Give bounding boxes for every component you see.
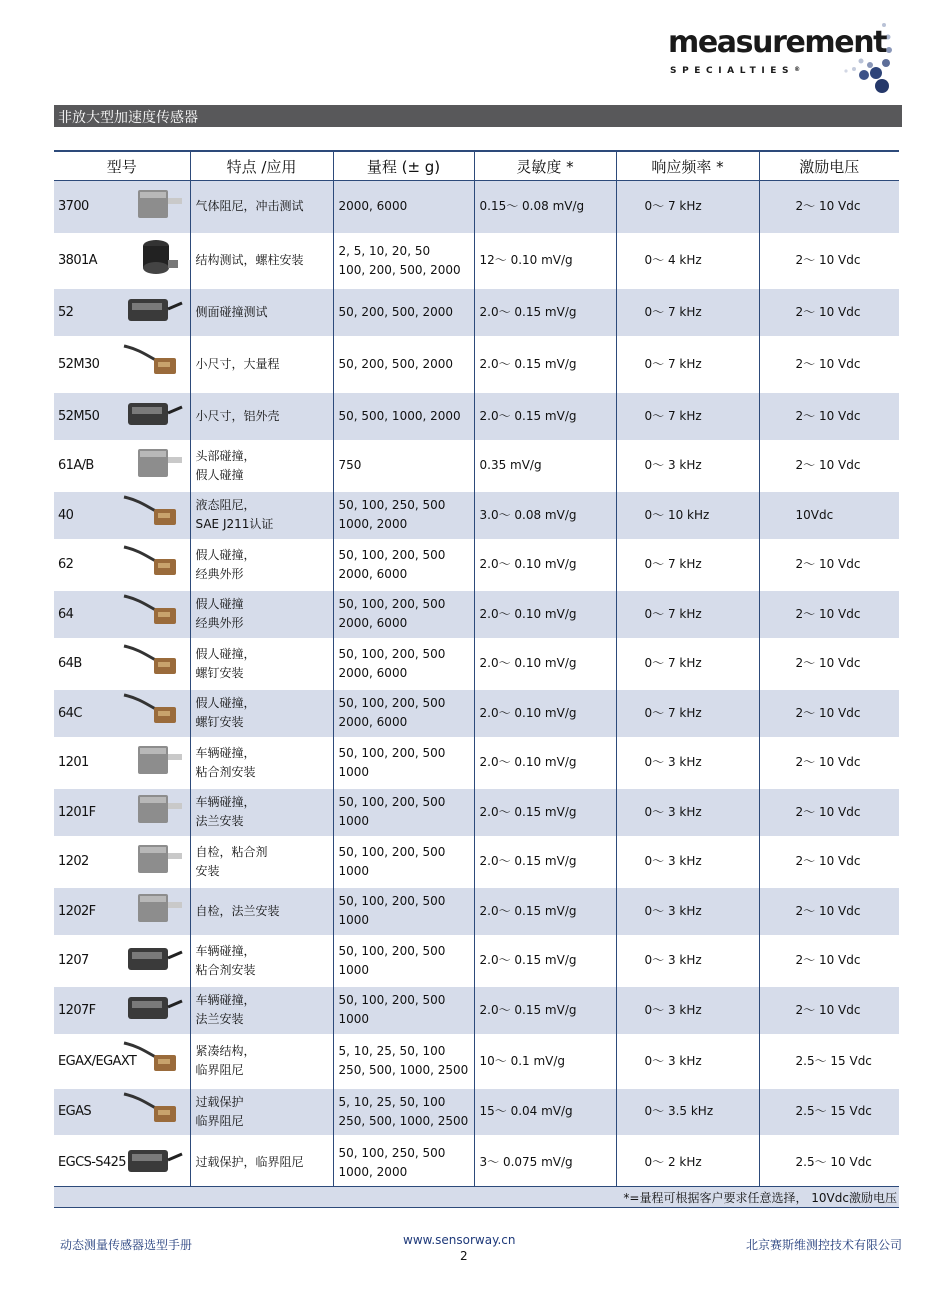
model-cell <box>54 336 190 393</box>
sensitivity-cell: 3.0～ 0.08 mV/g <box>474 492 616 539</box>
feature-cell-line: 假人碰撞 <box>195 597 244 611</box>
voltage-cell: 2～ 10 Vdc <box>759 836 899 888</box>
block-sensor-icon <box>124 393 184 439</box>
sensitivity-cell: 15～ 0.04 mV/g <box>474 1089 616 1135</box>
model-number: 3801A <box>58 253 97 268</box>
range-cell <box>333 492 474 539</box>
feature-cell-line: 车辆碰撞， <box>195 943 256 958</box>
range-cell <box>333 1089 474 1135</box>
feature-cell-line: 紧凑结构， <box>195 1044 256 1058</box>
frequency-cell: 0～ 7 kHz <box>616 690 759 737</box>
model-cell <box>54 935 190 987</box>
model-number: 1201F <box>58 804 96 820</box>
feature-cell-line: 气体阻尼，冲击测试 <box>195 199 304 214</box>
sensitivity-cell: 0.35 mV/g <box>474 440 616 492</box>
feature-cell-line: SAE J211认证 <box>195 517 274 531</box>
sensitivity-cell: 2.0～ 0.15 mV/g <box>474 789 616 836</box>
table-row <box>54 1089 899 1135</box>
table-row <box>54 440 899 492</box>
table-row <box>54 181 899 233</box>
model-number: 40 <box>58 507 74 523</box>
model-cell <box>54 1089 190 1135</box>
voltage-cell: 2～ 10 Vdc <box>759 638 899 690</box>
feature-cell-line: 安装 <box>195 863 220 878</box>
model-cell <box>54 233 190 289</box>
range-cell-line: 1000, 2000 <box>338 1164 408 1179</box>
range-cell <box>333 789 474 836</box>
model-cell <box>54 789 190 836</box>
feature-cell-line: 自检，法兰安装 <box>195 903 280 918</box>
footer-catalog-title: 动态测量传感器选型手册 <box>60 1238 193 1252</box>
range-cell-line: 2, 5, 10, 20, 50 <box>338 243 431 258</box>
cube-sensor-icon <box>128 443 184 489</box>
sensitivity-cell: 2.0～ 0.15 mV/g <box>474 289 616 336</box>
range-cell-line: 50, 100, 200, 500 <box>338 646 446 661</box>
stud-sensor-icon <box>128 236 184 286</box>
feature-cell-line: 小尺寸，大量程 <box>195 356 280 371</box>
feature-cell-line: 车辆碰撞， <box>195 745 256 760</box>
voltage-cell: 2.5～ 15 Vdc <box>759 1034 899 1089</box>
frequency-cell: 0～ 7 kHz <box>616 336 759 393</box>
feature-cell-line: 车辆碰撞， <box>195 795 256 809</box>
model-cell <box>54 393 190 440</box>
block-sensor-icon <box>124 987 184 1033</box>
frequency-cell: 0～ 7 kHz <box>616 539 759 591</box>
table-row <box>54 336 899 393</box>
feature-cell <box>190 393 333 440</box>
range-cell-line: 50, 100, 200, 500 <box>338 745 446 760</box>
model-cell <box>54 690 190 737</box>
range-cell-line: 1000 <box>338 913 370 927</box>
table-row <box>54 289 899 336</box>
feature-cell <box>190 638 333 690</box>
frequency-cell: 0～ 7 kHz <box>616 289 759 336</box>
range-cell-line: 50, 100, 250, 500 <box>338 498 446 512</box>
feature-cell-line: 小尺寸，铝外壳 <box>195 408 280 423</box>
range-cell <box>333 888 474 935</box>
model-number: 1202F <box>58 903 96 919</box>
voltage-cell: 2～ 10 Vdc <box>759 289 899 336</box>
model-number: 52M50 <box>58 408 100 424</box>
feature-cell <box>190 1034 333 1089</box>
sensitivity-cell: 2.0～ 0.10 mV/g <box>474 539 616 591</box>
feature-cell <box>190 737 333 789</box>
model-cell <box>54 888 190 935</box>
model-number: EGAS <box>58 1104 92 1119</box>
frequency-cell: 0～ 3 kHz <box>616 789 759 836</box>
model-number: EGAX/EGAXT <box>58 1053 137 1069</box>
model-cell <box>54 836 190 888</box>
range-cell <box>333 289 474 336</box>
model-number: 64B <box>58 656 82 671</box>
range-cell-line: 50, 100, 250, 500 <box>338 1145 446 1160</box>
range-cell <box>333 591 474 638</box>
feature-cell-line: 螺钉安装 <box>195 665 244 680</box>
model-cell <box>54 1034 190 1089</box>
table-row <box>54 1135 899 1191</box>
range-cell-line: 1000 <box>338 814 370 828</box>
range-cell <box>333 935 474 987</box>
range-cell-line: 50, 100, 200, 500 <box>338 993 446 1007</box>
range-cell-line: 250, 500, 1000, 2500 <box>338 1113 469 1128</box>
range-cell <box>333 1135 474 1191</box>
table-row <box>54 836 899 888</box>
model-number: 52M30 <box>58 356 100 372</box>
voltage-cell: 2～ 10 Vdc <box>759 888 899 935</box>
header-voltage: 激励电压 <box>759 151 899 181</box>
frequency-cell: 0～ 3 kHz <box>616 888 759 935</box>
model-number: 52 <box>58 304 74 320</box>
model-cell <box>54 638 190 690</box>
feature-cell-line: 假人碰撞 <box>195 467 244 482</box>
feature-cell-line: 自检，粘合剂 <box>195 844 268 859</box>
cable-sensor-icon <box>120 492 184 539</box>
frequency-cell: 0～ 3 kHz <box>616 1034 759 1089</box>
range-cell-line: 50, 100, 200, 500 <box>338 547 446 562</box>
range-cell <box>333 539 474 591</box>
feature-cell-line: 经典外形 <box>195 566 244 581</box>
sensitivity-cell: 2.0～ 0.10 mV/g <box>474 591 616 638</box>
feature-cell <box>190 1135 333 1191</box>
frequency-cell: 0～ 3 kHz <box>616 987 759 1034</box>
feature-cell-line: 过载保护 <box>195 1094 244 1109</box>
feature-cell-line: 侧面碰撞测试 <box>195 304 268 319</box>
voltage-cell: 2～ 10 Vdc <box>759 393 899 440</box>
section-title-bar <box>54 105 902 127</box>
sensitivity-cell: 12～ 0.10 mV/g <box>474 233 616 289</box>
footer-company: 北京赛斯维测控技术有限公司 <box>745 1238 902 1252</box>
voltage-cell: 2～ 10 Vdc <box>759 935 899 987</box>
header-feature: 特点 /应用 <box>190 151 333 181</box>
feature-cell <box>190 539 333 591</box>
feature-cell <box>190 289 333 336</box>
voltage-cell: 10Vdc <box>759 492 899 539</box>
model-number: 3700 <box>58 199 89 215</box>
table-row <box>54 737 899 789</box>
brand-name: measurement <box>668 25 887 60</box>
voltage-cell: 2～ 10 Vdc <box>759 539 899 591</box>
voltage-cell: 2～ 10 Vdc <box>759 591 899 638</box>
model-cell <box>54 987 190 1034</box>
feature-cell <box>190 233 333 289</box>
footnote-row <box>54 1186 899 1208</box>
feature-cell-line: 假人碰撞， <box>195 696 256 710</box>
cable-sensor-icon <box>120 541 184 589</box>
frequency-cell: 0～ 7 kHz <box>616 181 759 233</box>
table-row <box>54 539 899 591</box>
model-cell <box>54 181 190 233</box>
model-number: 64C <box>58 705 82 721</box>
feature-cell <box>190 440 333 492</box>
table-row <box>54 1034 899 1089</box>
sensitivity-cell: 10～ 0.1 mV/g <box>474 1034 616 1089</box>
feature-cell-line: 粘合剂安装 <box>195 764 256 779</box>
sensitivity-cell: 3～ 0.075 mV/g <box>474 1135 616 1191</box>
range-cell-line: 2000, 6000 <box>338 715 408 729</box>
cable-sensor-icon <box>120 690 184 737</box>
range-cell <box>333 638 474 690</box>
accelerometer-table <box>54 150 899 1191</box>
block-sensor-icon <box>124 1140 184 1186</box>
range-cell <box>333 1034 474 1089</box>
range-cell-line: 5, 10, 25, 50, 100 <box>338 1044 446 1058</box>
range-cell <box>333 690 474 737</box>
range-cell-line: 50, 200, 500, 2000 <box>338 356 454 371</box>
table-row <box>54 638 899 690</box>
sensitivity-cell: 2.0～ 0.15 mV/g <box>474 888 616 935</box>
frequency-cell: 0～ 3 kHz <box>616 440 759 492</box>
feature-cell-line: 过载保护，临界阻尼 <box>195 1155 304 1169</box>
table-row <box>54 492 899 539</box>
voltage-cell: 2～ 10 Vdc <box>759 233 899 289</box>
feature-cell <box>190 935 333 987</box>
voltage-cell: 2～ 10 Vdc <box>759 737 899 789</box>
cable-sensor-icon <box>120 1089 184 1135</box>
feature-cell-line: 临界阻尼 <box>195 1113 244 1128</box>
range-cell-line: 250, 500, 1000, 2500 <box>338 1063 469 1077</box>
model-number: 1207F <box>58 1002 96 1018</box>
sensitivity-cell: 2.0～ 0.15 mV/g <box>474 935 616 987</box>
header-frequency: 响应频率 * <box>616 151 759 181</box>
range-cell <box>333 336 474 393</box>
range-cell-line: 1000 <box>338 863 370 878</box>
range-cell-line: 50, 100, 200, 500 <box>338 943 446 958</box>
cube-sensor-icon <box>128 789 184 835</box>
range-cell <box>333 440 474 492</box>
range-cell-line: 2000, 6000 <box>338 566 408 581</box>
model-number: 1201 <box>58 755 89 770</box>
frequency-cell: 0～ 2 kHz <box>616 1135 759 1191</box>
range-cell-line: 50, 100, 200, 500 <box>338 597 446 611</box>
voltage-cell: 2～ 10 Vdc <box>759 987 899 1034</box>
sensitivity-cell: 0.15～ 0.08 mV/g <box>474 181 616 233</box>
range-cell <box>333 233 474 289</box>
sensitivity-cell: 2.0～ 0.10 mV/g <box>474 737 616 789</box>
range-cell-line: 50, 100, 200, 500 <box>338 894 446 908</box>
frequency-cell: 0～ 10 kHz <box>616 492 759 539</box>
header-model: 型号 <box>54 151 190 181</box>
range-cell-line: 1000, 2000 <box>338 517 408 531</box>
voltage-cell: 2～ 10 Vdc <box>759 690 899 737</box>
section-title: 非放大型加速度传感器 <box>58 110 198 126</box>
feature-cell <box>190 1089 333 1135</box>
range-cell <box>333 393 474 440</box>
range-cell-line: 1000 <box>338 1012 370 1026</box>
model-cell <box>54 591 190 638</box>
cable-sensor-icon <box>120 591 184 638</box>
cable-sensor-icon <box>120 340 184 388</box>
feature-cell-line: 头部碰撞， <box>195 448 256 463</box>
frequency-cell: 0～ 3 kHz <box>616 737 759 789</box>
feature-cell <box>190 181 333 233</box>
frequency-cell: 0～ 3 kHz <box>616 935 759 987</box>
feature-cell <box>190 492 333 539</box>
feature-cell-line: 结构测试，螺柱安装 <box>195 253 304 267</box>
feature-cell <box>190 888 333 935</box>
table-row <box>54 393 899 440</box>
model-cell <box>54 440 190 492</box>
frequency-cell: 0～ 3.5 kHz <box>616 1089 759 1135</box>
brand-logo <box>660 15 900 97</box>
frequency-cell: 0～ 4 kHz <box>616 233 759 289</box>
sensitivity-cell: 2.0～ 0.10 mV/g <box>474 690 616 737</box>
range-cell-line: 2000, 6000 <box>338 616 408 630</box>
feature-cell <box>190 836 333 888</box>
model-cell <box>54 539 190 591</box>
block-sensor-icon <box>124 289 184 335</box>
voltage-cell: 2～ 10 Vdc <box>759 181 899 233</box>
cube-sensor-icon <box>128 888 184 934</box>
model-number: 64 <box>58 606 74 622</box>
model-number: EGCS-S425 <box>58 1155 126 1170</box>
range-cell-line: 100, 200, 500, 2000 <box>338 262 461 277</box>
feature-cell-line: 经典外形 <box>195 616 244 630</box>
table-row <box>54 690 899 737</box>
frequency-cell: 0～ 7 kHz <box>616 591 759 638</box>
cube-sensor-icon <box>128 184 184 230</box>
table-row <box>54 789 899 836</box>
range-cell <box>333 737 474 789</box>
header-sensitivity: 灵敏度 * <box>474 151 616 181</box>
range-cell-line: 50, 100, 200, 500 <box>338 696 446 710</box>
brand-tagline: SPECIALTIES® <box>670 66 801 76</box>
range-cell-line: 50, 100, 200, 500 <box>338 844 446 859</box>
model-number: 1202 <box>58 854 89 869</box>
range-cell-line: 50, 500, 1000, 2000 <box>338 408 461 423</box>
header-range: 量程 (± g) <box>333 151 474 181</box>
table-row <box>54 233 899 289</box>
range-cell-line: 2000, 6000 <box>338 665 408 680</box>
table-row <box>54 591 899 638</box>
range-cell-line: 1000 <box>338 962 370 977</box>
feature-cell <box>190 591 333 638</box>
feature-cell <box>190 336 333 393</box>
feature-cell-line: 假人碰撞， <box>195 646 256 661</box>
footer-page-number: 2 <box>460 1249 468 1263</box>
feature-cell-line: 法兰安装 <box>195 814 244 828</box>
frequency-cell: 0～ 7 kHz <box>616 638 759 690</box>
voltage-cell: 2～ 10 Vdc <box>759 789 899 836</box>
range-cell-line: 1000 <box>338 764 370 779</box>
table-row <box>54 987 899 1034</box>
feature-cell-line: 假人碰撞， <box>195 547 256 562</box>
footer-website-link[interactable]: www.sensorway.cn <box>403 1233 516 1247</box>
sensitivity-cell: 2.0～ 0.10 mV/g <box>474 638 616 690</box>
range-cell-line: 2000, 6000 <box>338 199 408 214</box>
frequency-cell: 0～ 3 kHz <box>616 836 759 888</box>
cable-sensor-icon <box>120 640 184 688</box>
voltage-cell: 2～ 10 Vdc <box>759 336 899 393</box>
feature-cell-line: 法兰安装 <box>195 1012 244 1026</box>
table-header-row <box>54 151 899 181</box>
feature-cell-line: 螺钉安装 <box>195 715 244 729</box>
cube-sensor-icon <box>128 740 184 786</box>
sensitivity-cell: 2.0～ 0.15 mV/g <box>474 836 616 888</box>
range-cell <box>333 181 474 233</box>
range-cell-line: 50, 100, 200, 500 <box>338 795 446 809</box>
table-row <box>54 888 899 935</box>
model-cell <box>54 492 190 539</box>
range-cell-line: 50, 200, 500, 2000 <box>338 304 454 319</box>
feature-cell-line: 液态阻尼， <box>195 498 256 512</box>
footnote: *=量程可根据客户要求任意选择， 10Vdc激励电压 <box>623 1191 897 1205</box>
feature-cell <box>190 690 333 737</box>
block-sensor-icon <box>124 938 184 984</box>
range-cell <box>333 987 474 1034</box>
sensitivity-cell: 2.0～ 0.15 mV/g <box>474 393 616 440</box>
model-number: 61A/B <box>58 458 94 473</box>
table-row <box>54 935 899 987</box>
voltage-cell: 2.5～ 15 Vdc <box>759 1089 899 1135</box>
range-cell <box>333 836 474 888</box>
voltage-cell: 2.5～ 10 Vdc <box>759 1135 899 1191</box>
sensitivity-cell: 2.0～ 0.15 mV/g <box>474 336 616 393</box>
range-cell-line: 5, 10, 25, 50, 100 <box>338 1094 446 1109</box>
model-cell <box>54 1135 190 1191</box>
feature-cell-line: 粘合剂安装 <box>195 962 256 977</box>
voltage-cell: 2～ 10 Vdc <box>759 440 899 492</box>
feature-cell-line: 临界阻尼 <box>195 1063 244 1077</box>
feature-cell <box>190 987 333 1034</box>
cube-sensor-icon <box>128 839 184 885</box>
feature-cell <box>190 789 333 836</box>
model-number: 62 <box>58 557 74 572</box>
sensitivity-cell: 2.0～ 0.15 mV/g <box>474 987 616 1034</box>
model-number: 1207 <box>58 953 89 968</box>
model-cell <box>54 289 190 336</box>
range-cell-line: 750 <box>338 458 362 472</box>
feature-cell-line: 车辆碰撞， <box>195 993 256 1007</box>
frequency-cell: 0～ 7 kHz <box>616 393 759 440</box>
model-cell <box>54 737 190 789</box>
